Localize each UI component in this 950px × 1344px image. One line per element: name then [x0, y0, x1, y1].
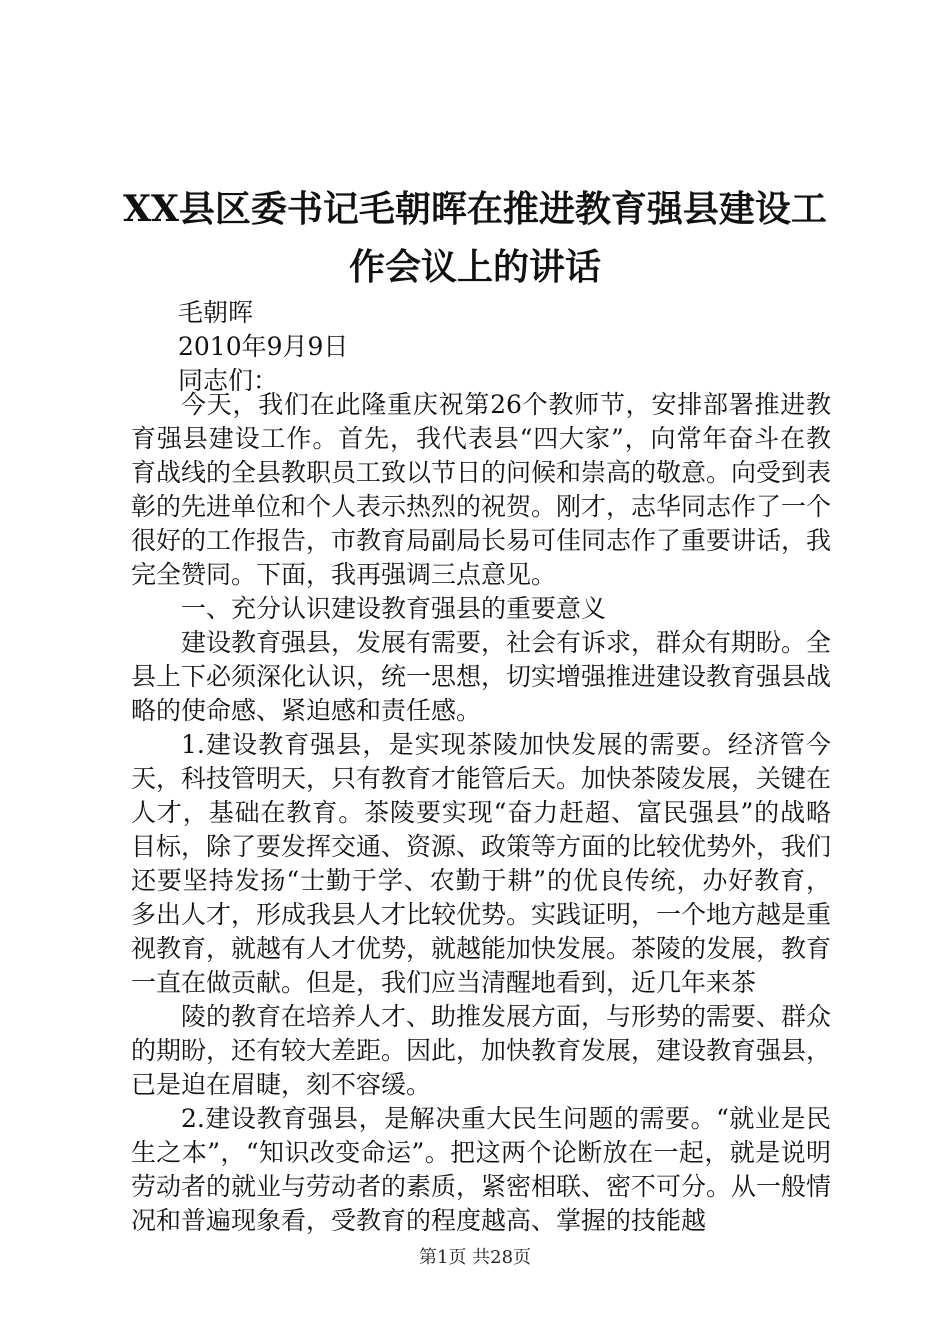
page-footer: 第1页 共28页 [418, 1247, 532, 1268]
document-title-line-1: XX县区委书记毛朝晖在推进教育强县建设工 [123, 188, 827, 230]
date: 2010年9月9日 [178, 332, 349, 361]
paragraph-intro: 今天，我们在此隆重庆祝第26个教师节，安排部署推进教育强县建设工作。首先，我代表县“四大家”，向常年奋斗在教育战线的全县教职员工致以节日的问候和崇高的敬意。向受到表彰的先进单位和个人表示热烈的祝贺。刚才，志华同志作了一个很好的工作报告，市教育局副局长易可佳同志作了重要讲话，我完全赞同。下面，我再强调三点意见。 [131, 390, 832, 589]
document-title-line-2: 作会议上的讲话 [348, 246, 601, 288]
paragraph-section-1-intro: 建设教育强县，发展有需要，社会有诉求，群众有期盼。全县上下必须深化认识，统一思想，切实增强推进建设教育强县战略的使命感、紧迫感和责任感。 [131, 628, 832, 725]
document-body [131, 388, 831, 1238]
paragraph-point-1: 1.建设教育强县，是实现茶陵加快发展的需要。经济管今天，科技管明天，只有教育才能管后天。加快茶陵发展，关键在人才，基础在教育。茶陵要实现“奋力赶超、富民强县”的战略目标，除了要发挥交通、资源、政策等方面的比较优势外，我们还要坚持发扬“士勤于学、农勤于耕”的优良传统，办好教育，多出人才，形成我县人才比较优势。实践证明，一个地方越是重视教育，就越有人才优势，就越能加快发展。茶陵的发展，教育一直在做贡献。但是，我们应当清醒地看到，近几年来茶 [131, 730, 832, 997]
section-heading-1: 一、充分认识建设教育强县的重要意义 [181, 594, 607, 623]
paragraph-point-1-continued: 陵的教育在培养人才、助推发展方面，与形势的需要、群众的期盼，还有较大差距。因此，加快教育发展，建设教育强县，已是迫在眉睫，刻不容缓。 [131, 1002, 832, 1099]
salutation: 同志们： [178, 366, 279, 395]
author: 毛朝晖 [178, 298, 254, 327]
paragraph-point-2: 2.建设教育强县，是解决重大民生问题的需要。“就业是民生之本”，“知识改变命运”。把这两个论断放在一起，就是说明劳动者的就业与劳动者的素质，紧密相联、密不可分。从一般情况和普遍现象看，受教育的程度越高、掌握的技能越 [131, 1104, 832, 1235]
